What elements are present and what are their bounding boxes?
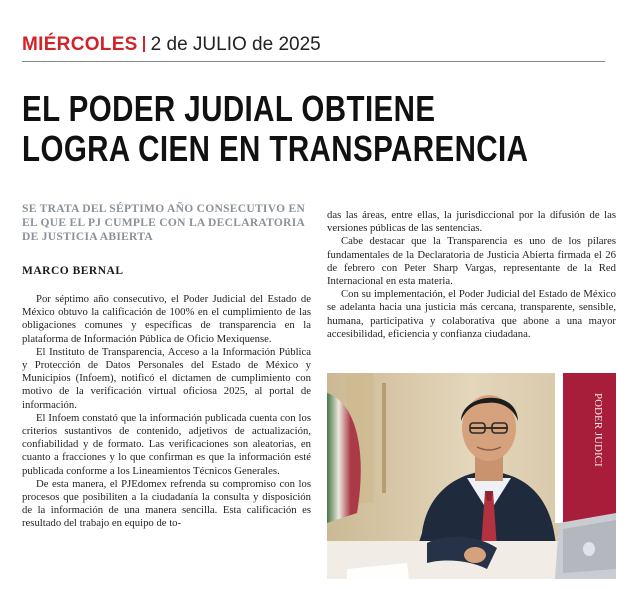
- headline-line-1: EL PODER JUDIAL OBTIENE: [22, 88, 436, 129]
- article-column-left: [22, 293, 311, 531]
- paragraph: Con su implementación, el Poder Judicial del Estado de México se adelanta hacia una justicia más cercana, transparente, sensible, humana, participativa y colaborativa que abone a una mayor accesibilidad, eficiencia y confianza ciudadana.: [327, 288, 616, 340]
- paragraph-continuation: das las áreas, entre ellas, la jurisdiccional por la difusión de las versiones públicas de las sentencias.: [327, 209, 616, 235]
- dateline-separator: [143, 36, 145, 52]
- dateline-day: MIÉRCOLES: [22, 34, 138, 55]
- subhead: SE TRATA DEL SÉPTIMO AÑO CONSECUTIVO EN EL QUE EL PJ CUMPLE CON LA DECLARATORIA DE JUSTICIA ABIERTA: [22, 203, 306, 243]
- article-photo: [327, 373, 616, 579]
- article-column-right: [327, 209, 616, 341]
- dateline: [22, 34, 321, 56]
- photo-banner-text: PODER JUDICI: [592, 393, 604, 467]
- paragraph: Por séptimo año consecutivo, el Poder Judicial del Estado de México obtuvo la calificación de 100% en el cumplimiento de las obligaciones comunes y específicas de transparencia en la plataforma de Información Pública de Oficio Mexiquense.: [22, 293, 311, 345]
- photo-official-at-desk-icon: [327, 373, 616, 579]
- headline: [22, 88, 529, 169]
- paragraph: El Instituto de Transparencia, Acceso a la Información Pública y Protección de Datos Personales del Estado de México y Municipios (Infoem), notificó el dictamen de cumplimiento con motivo de la verificación virtual oficiosa 2025, al portal de información.: [22, 345, 311, 411]
- paragraph: Cabe destacar que la Transparencia es uno de los pilares fundamentales de la Declaratoria de Justicia Abierta firmada el 26 de febrero con Peter Sharp Vargas, representante de la Red Internacional en esta materia.: [327, 235, 616, 288]
- paragraph: De esta manera, el PJEdomex refrenda su compromiso con los procesos que posibiliten a la ciudadanía la consulta y disposición de la información de una manera sencilla. Esta calificación es resultado del trabajo en equipo de to-: [22, 477, 311, 530]
- paragraph: El Infoem constató que la información publicada cuenta con los criterios sustantivos de contenido, adjetivos de actualización, confiabilidad y de formato. Las verificaciones son aleatorias, en cuanto a fracciones y lo que confirman es que la información esté publicada conforme a los Lineamientos Técnicos Generales.: [22, 411, 311, 477]
- headline-line-2: LOGRA CIEN EN TRANSPARENCIA: [22, 128, 529, 169]
- byline: MARCO BERNAL: [22, 265, 124, 277]
- header-rule: [22, 61, 605, 62]
- dateline-date: 2 de JULIO de 2025: [150, 34, 321, 55]
